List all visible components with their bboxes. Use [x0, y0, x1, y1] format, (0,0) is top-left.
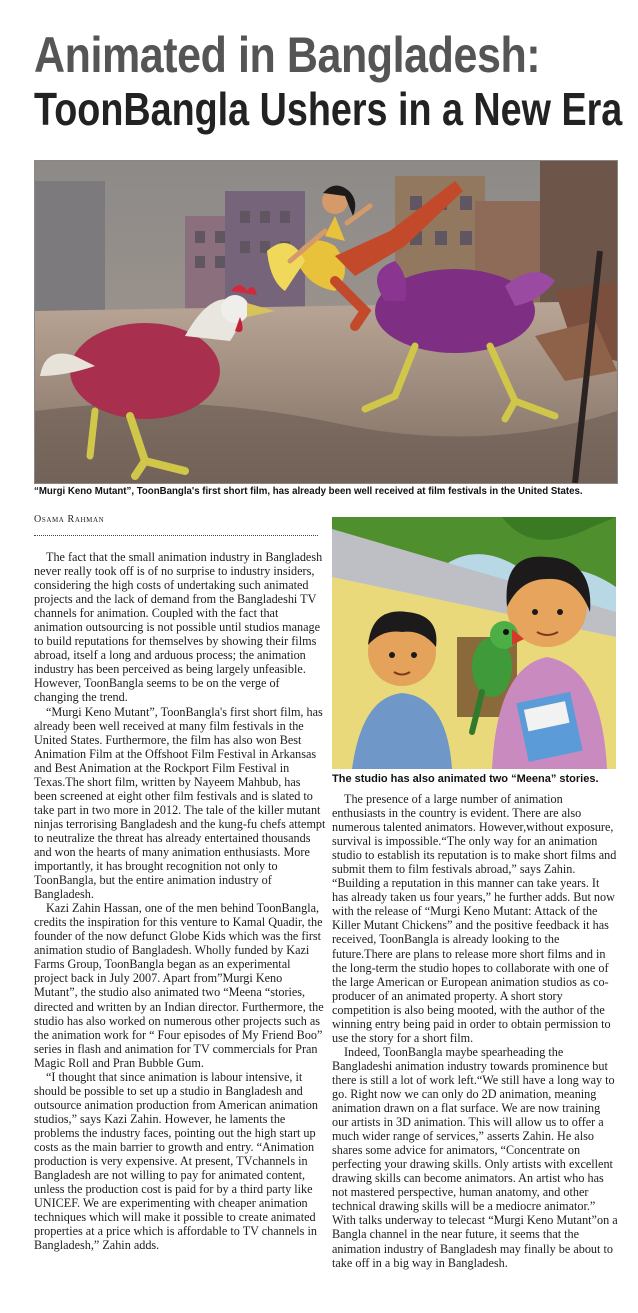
byline-rule [34, 535, 318, 536]
hero-illustration [35, 161, 617, 483]
paragraph: The fact that the small animation industry in Bangladesh never really took off is of no surprise to industry insiders, considering the high costs of undertaking such animated projects and the lack of demand from the Bangladeshi TV channels for animation. Coupled with the fact that animation outsourcing is not possible until studios manage to build reputations for themselves by showing their films abroad, itself a long and arduous process; the animation industry has been perceived as being largely unfeasible. However, ToonBangla seems to be on the verge of changing the trend. [34, 550, 323, 705]
paragraph: Kazi Zahin Hassan, one of the men behind ToonBangla, credits the inspiration for this venture to Kamal Quadir, the founder of the now defunct Globe Kids which was the first animation studio of Bangladesh. Wholly funded by Kazi Farms Group, ToonBangla began as an experimental project back in July 2007. Apart from”Murgi Keno Mutant”, the studio also animated two “Meena “stories, directed and written by an Indian director. Furthermore, the studio has also worked on numerous other projects such as the animation work for “ Four episodes of My Friend Boo” series in flash and animation for TV commercials for Pran Magic Roll and Pran Bubble Gum. [34, 901, 324, 1070]
headline [34, 27, 624, 135]
headline-line-2: ToonBangla Ushers in a New Era [34, 83, 623, 135]
paragraph: The presence of a large number of animation enthusiasts in the country is evident. There are also numerous talented animators. However,without exposure, survival is impossible.“The only way for an animation studio to establish its reputation is to make short films and submit them to film festivals abroad,” says Zahin. “Building a reputation in this manner can take years. It has already taken us four years,” he further adds. But now with the release of “Murgi Keno Mutant: Attack of the Killer Mutant Chickens” and the positive feedback it has received, ToonBangla is already looking to the future.There are plans to release more short films and in the long-term the studio hopes to collaborate with one of the large American or European animation studios as co-producer of an animated property. A short story competition is also being mooted, with the author of the winning entry being paid in order to obtain permission to use the story for a short film. [332, 792, 617, 1045]
paragraph: Indeed, ToonBangla maybe spearheading the Bangladeshi animation industry towards prominence but there is still a lot of work left.“We still have a long way to go. Right now we can only do 2D animation, meaning animation drawn on a flat surface. We are now training our artists in 3D animation. This will allow us to offer a much wider range of services,” asserts Zahin. He also shares some advice for animators, “Concentrate on perfecting your drawing skills. Only artists with excellent drawing skills can become animators. An artist who has not mastered perspective, human anatomy, and other technical drawing skills will be a mediocre animator.” With talks underway to telecast “Murgi Keno Mutant”on a Bangla channel in the near future, it seems that the animation industry of Bangladesh may finally be about to take off in a big way in Bangladesh. [332, 1044, 618, 1270]
meena-caption: The studio has also animated two “Meena” stories. [332, 773, 599, 785]
hero-image [34, 160, 618, 484]
paragraph: “Murgi Keno Mutant”, ToonBangla's first short film, has already been well received at many film festivals in the United States. Furthermore, the film has also won Best Animation Film at the Offshoot Film Festival in Arkansas and Best Animation at the Rockport Film Festival in Texas.The short film, written by Nayeem Mahbub, has been screened at eight other film festivals and is slated to take part in two more in 2012. The tale of the killer mutant ninjas terrorising Bangladesh and the kung-fu chefs attempt to neutralize the threat has already entertained thousands and won the hearts of many animation enthusiasts. More importantly, it has brought recognition not only to ToonBangla, but the entire animation industry of Bangladesh. [34, 704, 326, 902]
article-column-left [34, 550, 326, 1252]
meena-image [332, 517, 616, 769]
paragraph: “I thought that since animation is labour intensive, it should be possible to set up a studio in Bangladesh and outsource animation production from American animation studios,” says Kazi Zahin. However, he laments the problems the industry faces, pointing out the high start up costs as the main barrier to growth and entry. “Animation production is very expensive. At present, TVchannels in Bangladesh are not willing to pay for animated content, unless the production cost is paid for by a third party like UNICEF. We are experimenting with cheaper animation techniques which will make it possible to create animated properties at a price which is affordable to TV channels in Bangladesh,” Zahin adds. [34, 1069, 318, 1253]
headline-line-1: Animated in Bangladesh: [34, 27, 541, 83]
byline: Osama Rahman [34, 514, 105, 525]
article-column-right [332, 792, 618, 1270]
meena-illustration [332, 517, 616, 769]
hero-caption: “Murgi Keno Mutant”, ToonBangla's first short film, has already been well received at film festivals in the United States. [34, 486, 583, 497]
